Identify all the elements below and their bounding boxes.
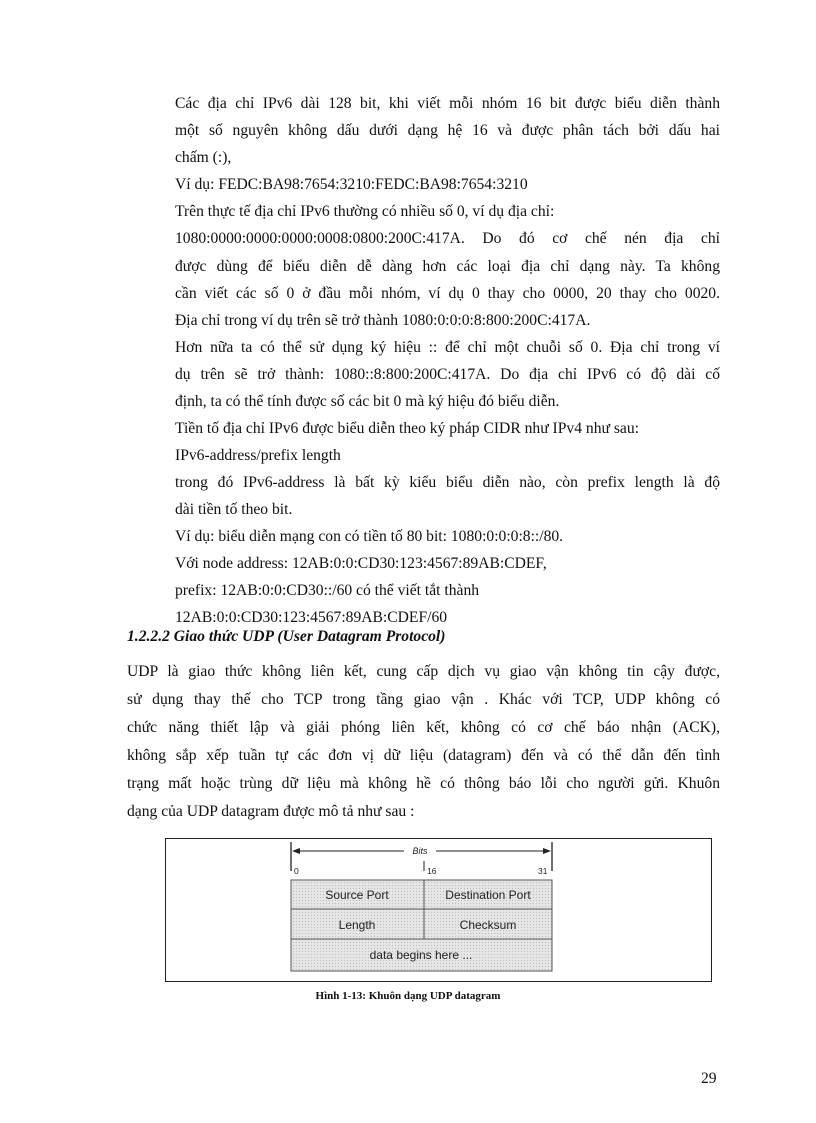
udp-datagram-diagram bbox=[166, 839, 711, 981]
ipv6-text-line: Trên thực tế địa chỉ IPv6 thường có nhiều số 0, ví dụ địa chỉ: bbox=[175, 203, 555, 220]
ipv6-text-line: trong đó IPv6-address là bất kỳ kiểu biểu diễn nào, còn prefix length là độ bbox=[175, 474, 720, 491]
ipv6-text-line: Tiền tố địa chỉ IPv6 được biểu diễn theo ký pháp CIDR như IPv4 như sau: bbox=[175, 420, 639, 437]
bits-label: Bits bbox=[412, 846, 428, 856]
bit-end-label: 31 bbox=[538, 866, 548, 876]
udp-text-line: sử dụng thay thế cho TCP trong tầng giao vận . Khác với TCP, UDP không có bbox=[127, 691, 720, 708]
page-number: 29 bbox=[701, 1070, 717, 1087]
ipv6-example-line: Ví dụ: FEDC:BA98:7654:3210:FEDC:BA98:7654:3210 bbox=[175, 176, 528, 193]
udp-text-line: không sắp xếp tuần tự các đơn vị dữ liệu (datagram) đến và có thể dẫn đến tình bbox=[127, 747, 720, 764]
ipv6-text-line: Các địa chỉ IPv6 dài 128 bit, khi viết mỗi nhóm 16 bit được biểu diễn thành bbox=[175, 95, 720, 112]
udp-datagram-figure bbox=[165, 838, 712, 982]
checksum-field: Checksum bbox=[459, 918, 517, 932]
ipv6-text-line: định, ta có thể tính được số các bit 0 mà ký hiệu đó biểu diễn. bbox=[175, 393, 560, 410]
ipv6-text-line: 12AB:0:0:CD30:123:4567:89AB:CDEF/60 bbox=[175, 609, 448, 626]
destination-port-field: Destination Port bbox=[445, 888, 531, 902]
udp-text-line: UDP là giao thức không liên kết, cung cấp dịch vụ giao vận không tin cậy được, bbox=[127, 663, 720, 680]
ipv6-text-line: Hơn nữa ta có thể sử dụng ký hiệu :: để chỉ một chuỗi số 0. Địa chỉ trong ví bbox=[175, 339, 720, 356]
ipv6-text-line: chấm (:), bbox=[175, 149, 232, 166]
ipv6-text-line: dụ trên sẽ trở thành: 1080::8:800:200C:417A. Do địa chỉ IPv6 có độ dài cố bbox=[175, 366, 720, 383]
ipv6-text-line: 1080:0000:0000:0000:0008:0800:200C:417A. Do đó cơ chế nén địa chỉ bbox=[175, 230, 720, 247]
data-field: data begins here ... bbox=[369, 948, 473, 962]
bit-start-label: 0 bbox=[294, 866, 299, 876]
ipv6-text-line: Địa chỉ trong ví dụ trên sẽ trở thành 1080:0:0:0:8:800:200C:417A. bbox=[175, 312, 591, 329]
udp-text-line: dạng của UDP datagram được mô tả như sau : bbox=[127, 803, 415, 820]
length-field: Length bbox=[338, 918, 376, 932]
ipv6-text-line: IPv6-address/prefix length bbox=[175, 447, 341, 464]
arrow-left-head-icon bbox=[292, 848, 300, 854]
bit-mid-label: 16 bbox=[427, 866, 437, 876]
ipv6-text-line: dài tiền tố theo bit. bbox=[175, 501, 293, 518]
ipv6-text-line: cần viết các số 0 ở đầu mỗi nhóm, ví dụ 0 thay cho 0000, 20 thay cho 0020. bbox=[175, 285, 720, 302]
figure-caption: Hình 1-13: Khuôn dạng UDP datagram bbox=[315, 990, 501, 1002]
arrow-right-head-icon bbox=[543, 848, 551, 854]
section-heading: 1.2.2.2 Giao thức UDP (User Datagram Protocol) bbox=[127, 628, 446, 645]
udp-text-line: trạng mất hoặc trùng dữ liệu mà không hề có thông báo lỗi cho người gửi. Khuôn bbox=[127, 775, 720, 792]
ipv6-text-line: Với node address: 12AB:0:0:CD30:123:4567:89AB:CDEF, bbox=[175, 555, 547, 572]
udp-text-line: chức năng thiết lập và giải phóng liên kết, không có cơ chế báo nhận (ACK), bbox=[127, 719, 720, 736]
ipv6-text-line: Ví dụ: biểu diễn mạng con có tiền tố 80 bit: 1080:0:0:0:8::/80. bbox=[175, 528, 564, 545]
ipv6-text-line: prefix: 12AB:0:0:CD30::/60 có thể viết tắt thành bbox=[175, 582, 480, 599]
source-port-field: Source Port bbox=[325, 888, 389, 902]
ipv6-text-line: một số nguyên không dấu dưới dạng hệ 16 và được phân tách bởi dấu hai bbox=[175, 122, 720, 139]
ipv6-text-line: được dùng để biểu diễn dễ dàng hơn các loại địa chỉ dạng này. Ta không bbox=[175, 258, 720, 275]
